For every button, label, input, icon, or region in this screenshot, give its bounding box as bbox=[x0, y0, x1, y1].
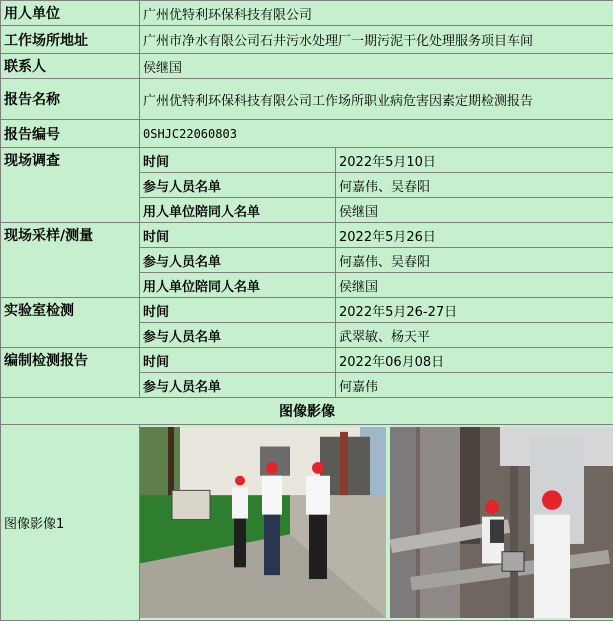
employer-value: 广州优特利环保科技有限公司 bbox=[140, 1, 613, 26]
sampling-escort-label: 用人单位陪同人名单 bbox=[140, 273, 336, 298]
section-lab-title: 实验室检测 bbox=[1, 298, 140, 348]
survey-time-label: 时间 bbox=[140, 148, 336, 173]
images-header: 图像影像 bbox=[1, 398, 613, 425]
contact-label: 联系人 bbox=[1, 54, 140, 79]
images-cell bbox=[140, 425, 613, 621]
section-survey-title: 现场调查 bbox=[1, 148, 140, 223]
section-report-title: 编制检测报告 bbox=[1, 348, 140, 398]
lab-time-value: 2022年5月26-27日 bbox=[336, 298, 613, 323]
lab-staff-value: 武翠敏、杨天平 bbox=[336, 323, 613, 348]
address-value: 广州市净水有限公司石井污水处理厂一期污泥干化处理服务项目车间 bbox=[140, 26, 613, 54]
report-name-value: 广州优特利环保科技有限公司工作场所职业病危害因素定期检测报告 bbox=[140, 79, 613, 120]
sampling-staff-label: 参与人员名单 bbox=[140, 248, 336, 273]
survey-escort-value: 侯继国 bbox=[336, 198, 613, 223]
report-no-value: 0SHJC22060803 bbox=[140, 120, 613, 148]
outdoor-team-photo-icon bbox=[140, 427, 386, 618]
report-staff-value: 何嘉伟 bbox=[336, 373, 613, 398]
images-row-label: 图像影像1 bbox=[1, 425, 140, 621]
survey-time-value: 2022年5月10日 bbox=[336, 148, 613, 173]
lab-time-label: 时间 bbox=[140, 298, 336, 323]
sampling-time-value: 2022年5月26日 bbox=[336, 223, 613, 248]
section-sampling-title: 现场采样/测量 bbox=[1, 223, 140, 298]
lab-staff-label: 参与人员名单 bbox=[140, 323, 336, 348]
report-time-label: 时间 bbox=[140, 348, 336, 373]
sampling-escort-value: 侯继国 bbox=[336, 273, 613, 298]
survey-staff-label: 参与人员名单 bbox=[140, 173, 336, 198]
report-time-value: 2022年06月08日 bbox=[336, 348, 613, 373]
address-label: 工作场所地址 bbox=[1, 26, 140, 54]
contact-value: 侯继国 bbox=[140, 54, 613, 79]
survey-escort-label: 用人单位陪同人名单 bbox=[140, 198, 336, 223]
sampling-staff-value: 何嘉伟、吴春阳 bbox=[336, 248, 613, 273]
equipment-sampling-photo-icon bbox=[390, 427, 613, 618]
report-no-label: 报告编号 bbox=[1, 120, 140, 148]
survey-staff-value: 何嘉伟、吴春阳 bbox=[336, 173, 613, 198]
sampling-time-label: 时间 bbox=[140, 223, 336, 248]
report-name-label: 报告名称 bbox=[1, 79, 140, 120]
employer-label: 用人单位 bbox=[1, 1, 140, 26]
report-staff-label: 参与人员名单 bbox=[140, 373, 336, 398]
